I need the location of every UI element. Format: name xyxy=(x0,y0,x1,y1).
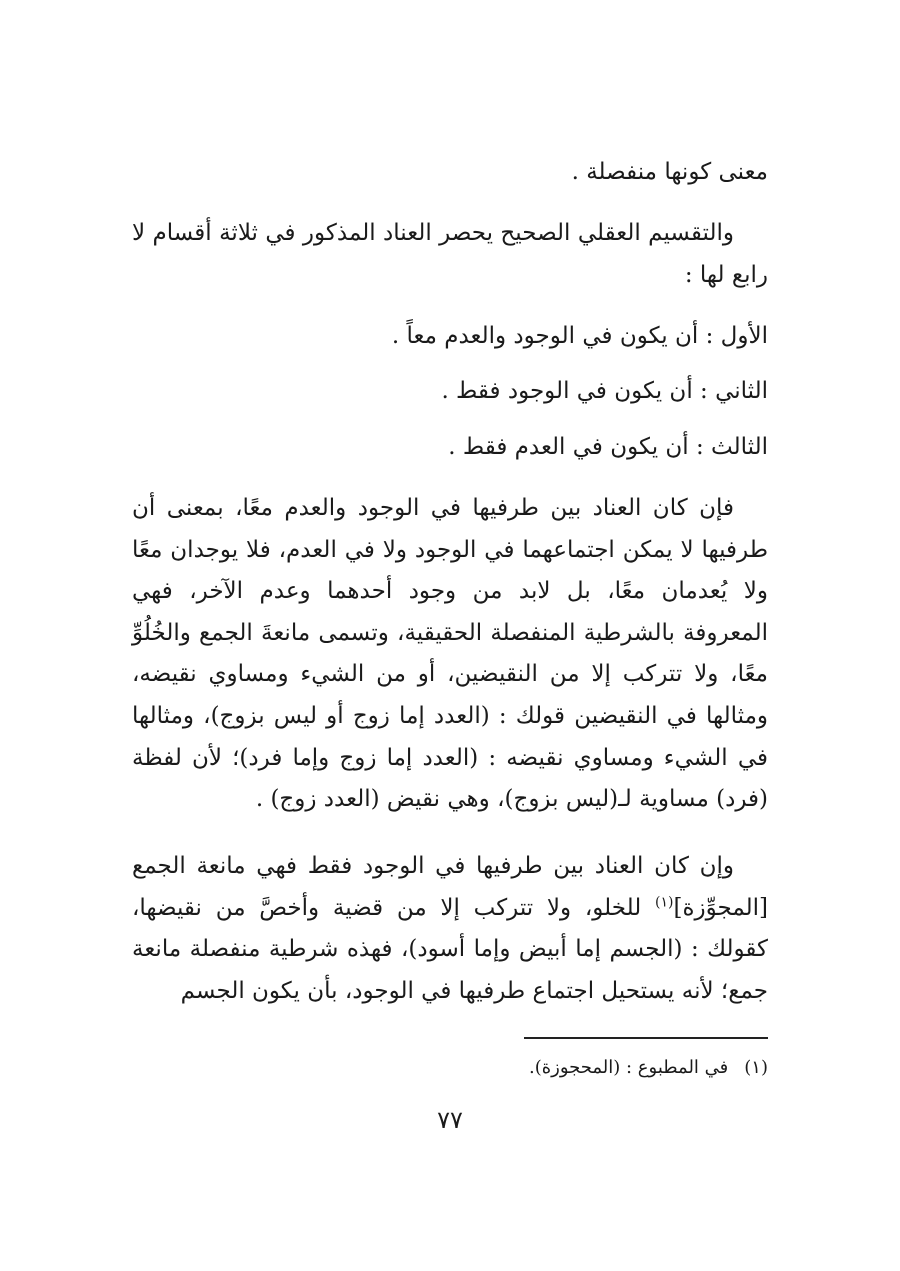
paragraph-division-intro: والتقسيم العقلي الصحيح يحصر العناد المذكور في ثلاثة أقسام لا رابع لها : xyxy=(132,220,768,288)
paragraph-real-disjunction: فإن كان العناد بين طرفيها في الوجود والعدم معًا، بمعنى أن طرفيها لا يمكن اجتماعهما في الوجود ولا في العدم، فلا يوجدان معًا ولا يُعدمان معًا، بل لابد من وجود أحدهما وعدم الآخر، فهي المعروفة بالشرطية المنفصلة الحقيقية، وتسمى مانعةَ الجمع والخُلُوِّ معًا، ولا تتركب إلا من النقيضين، أو من الشيء ومساوي نقيضه، ومثالها في النقيضين قولك : (العدد إما زوج أو ليس بزوج)، ومثالها في الشيء ومساوي نقيضه : (العدد إما زوج وإما فرد)؛ لأن لفظة (فرد) مساوية لـ(ليس بزوج)، وهي نقيض (العدد زوج) . xyxy=(132,495,768,813)
footnote-number: (١) xyxy=(744,1057,768,1078)
list-item-second: الثاني : أن يكون في الوجود فقط . xyxy=(441,378,768,404)
footnote-reference: (١) xyxy=(655,893,674,910)
footnote xyxy=(168,1052,768,1084)
list-item-first: الأول : أن يكون في الوجود والعدم معاً . xyxy=(391,323,768,349)
footnote-separator xyxy=(524,1037,768,1039)
list-item-third: الثالث : أن يكون في العدم فقط . xyxy=(448,434,768,460)
paragraph-exclusive-disjunction xyxy=(132,846,768,1012)
paragraph-text-after-ref: للخلو، ولا تتركب إلا من قضية وأخصَّ من نقيضها، كقولك : (الجسم إما أبيض وإما أسود)، فهذه شرطية منفصلة مانعة جمع؛ لأنه يستحيل اجتماع طرفيها في الوجود، بأن يكون الجسم xyxy=(132,894,768,1004)
paragraph-text-before-ref: وإن كان العناد بين طرفيها في الوجود فقط فهي مانعة الجمع [المجوِّزة] xyxy=(132,853,768,921)
page-number: ٧٧ xyxy=(437,1106,463,1134)
footnote-text: في المطبوع : (المحجوزة). xyxy=(528,1057,729,1078)
paragraph-continuation: معنى كونها منفصلة . xyxy=(571,159,768,185)
